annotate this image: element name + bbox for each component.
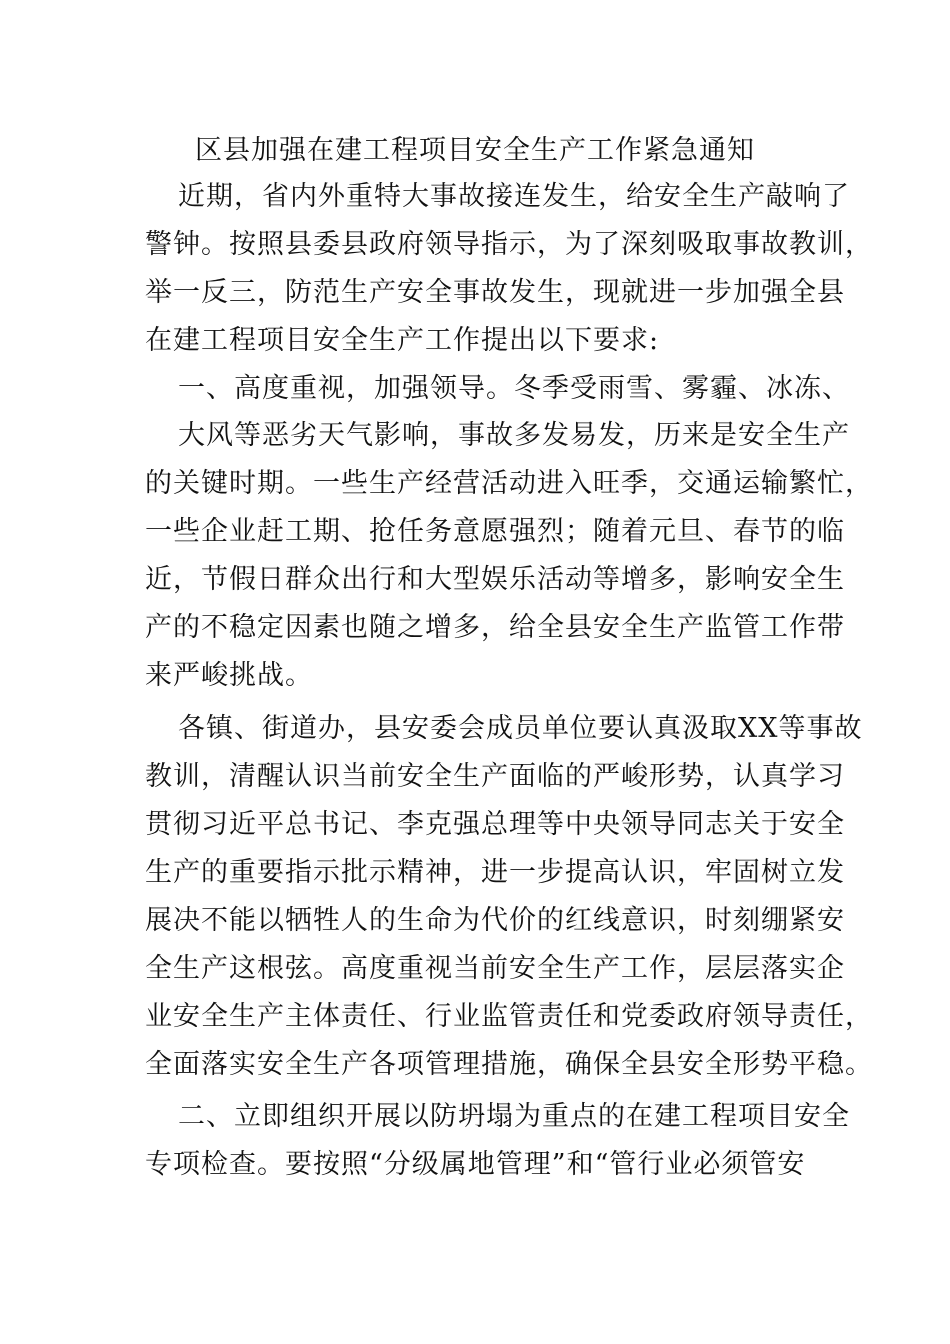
text-line: 大风等恶劣天气影响，事故多发易发，历来是安全生产 <box>178 420 850 451</box>
document-title: 区县加强在建工程项目安全生产工作紧急通知 <box>195 135 755 166</box>
text-line: 专项检查。要按照“分级属地管理”和“管行业必须管安 <box>145 1149 806 1180</box>
text-line: 一些企业赶工期、抢任务意愿强烈；随着元旦、春节的临 <box>145 516 845 547</box>
text-line: 各镇、街道办，县安委会成员单位要认真汲取XX等事故 <box>178 713 863 744</box>
text-line: 教训，清醒认识当前安全生产面临的严峻形势，认真学习 <box>145 761 845 792</box>
text-line: 一、高度重视，加强领导。冬季受雨雪、雾霾、冰冻、 <box>178 373 850 404</box>
text-line: 警钟。按照县委县政府领导指示，为了深刻吸取事故教训， <box>145 229 873 260</box>
text-line: 产的不稳定因素也随之增多，给全县安全生产监管工作带 <box>145 612 845 643</box>
text-line: 来严峻挑战。 <box>145 660 313 691</box>
text-line: 的关键时期。一些生产经营活动进入旺季，交通运输繁忙， <box>145 468 873 499</box>
text-line: 全面落实安全生产各项管理措施，确保全县安全形势平稳。 <box>145 1049 873 1080</box>
text-line: 举一反三，防范生产安全事故发生，现就进一步加强全县 <box>145 277 845 308</box>
text-line: 贯彻习近平总书记、李克强总理等中央领导同志关于安全 <box>145 809 845 840</box>
text-line: 展决不能以牺牲人的生命为代价的红线意识，时刻绷紧安 <box>145 905 845 936</box>
text-line: 近，节假日群众出行和大型娱乐活动等增多，影响安全生 <box>145 564 845 595</box>
text-line: 二、立即组织开展以防坍塌为重点的在建工程项目安全 <box>178 1101 850 1132</box>
text-line: 生产的重要指示批示精神，进一步提高认识，牢固树立发 <box>145 857 845 888</box>
text-line: 业安全生产主体责任、行业监管责任和党委政府领导责任， <box>145 1001 873 1032</box>
text-line: 近期，省内外重特大事故接连发生，给安全生产敲响了 <box>178 181 850 212</box>
text-line: 在建工程项目安全生产工作提出以下要求: <box>145 325 660 356</box>
text-line: 全生产这根弦。高度重视当前安全生产工作，层层落实企 <box>145 953 845 984</box>
